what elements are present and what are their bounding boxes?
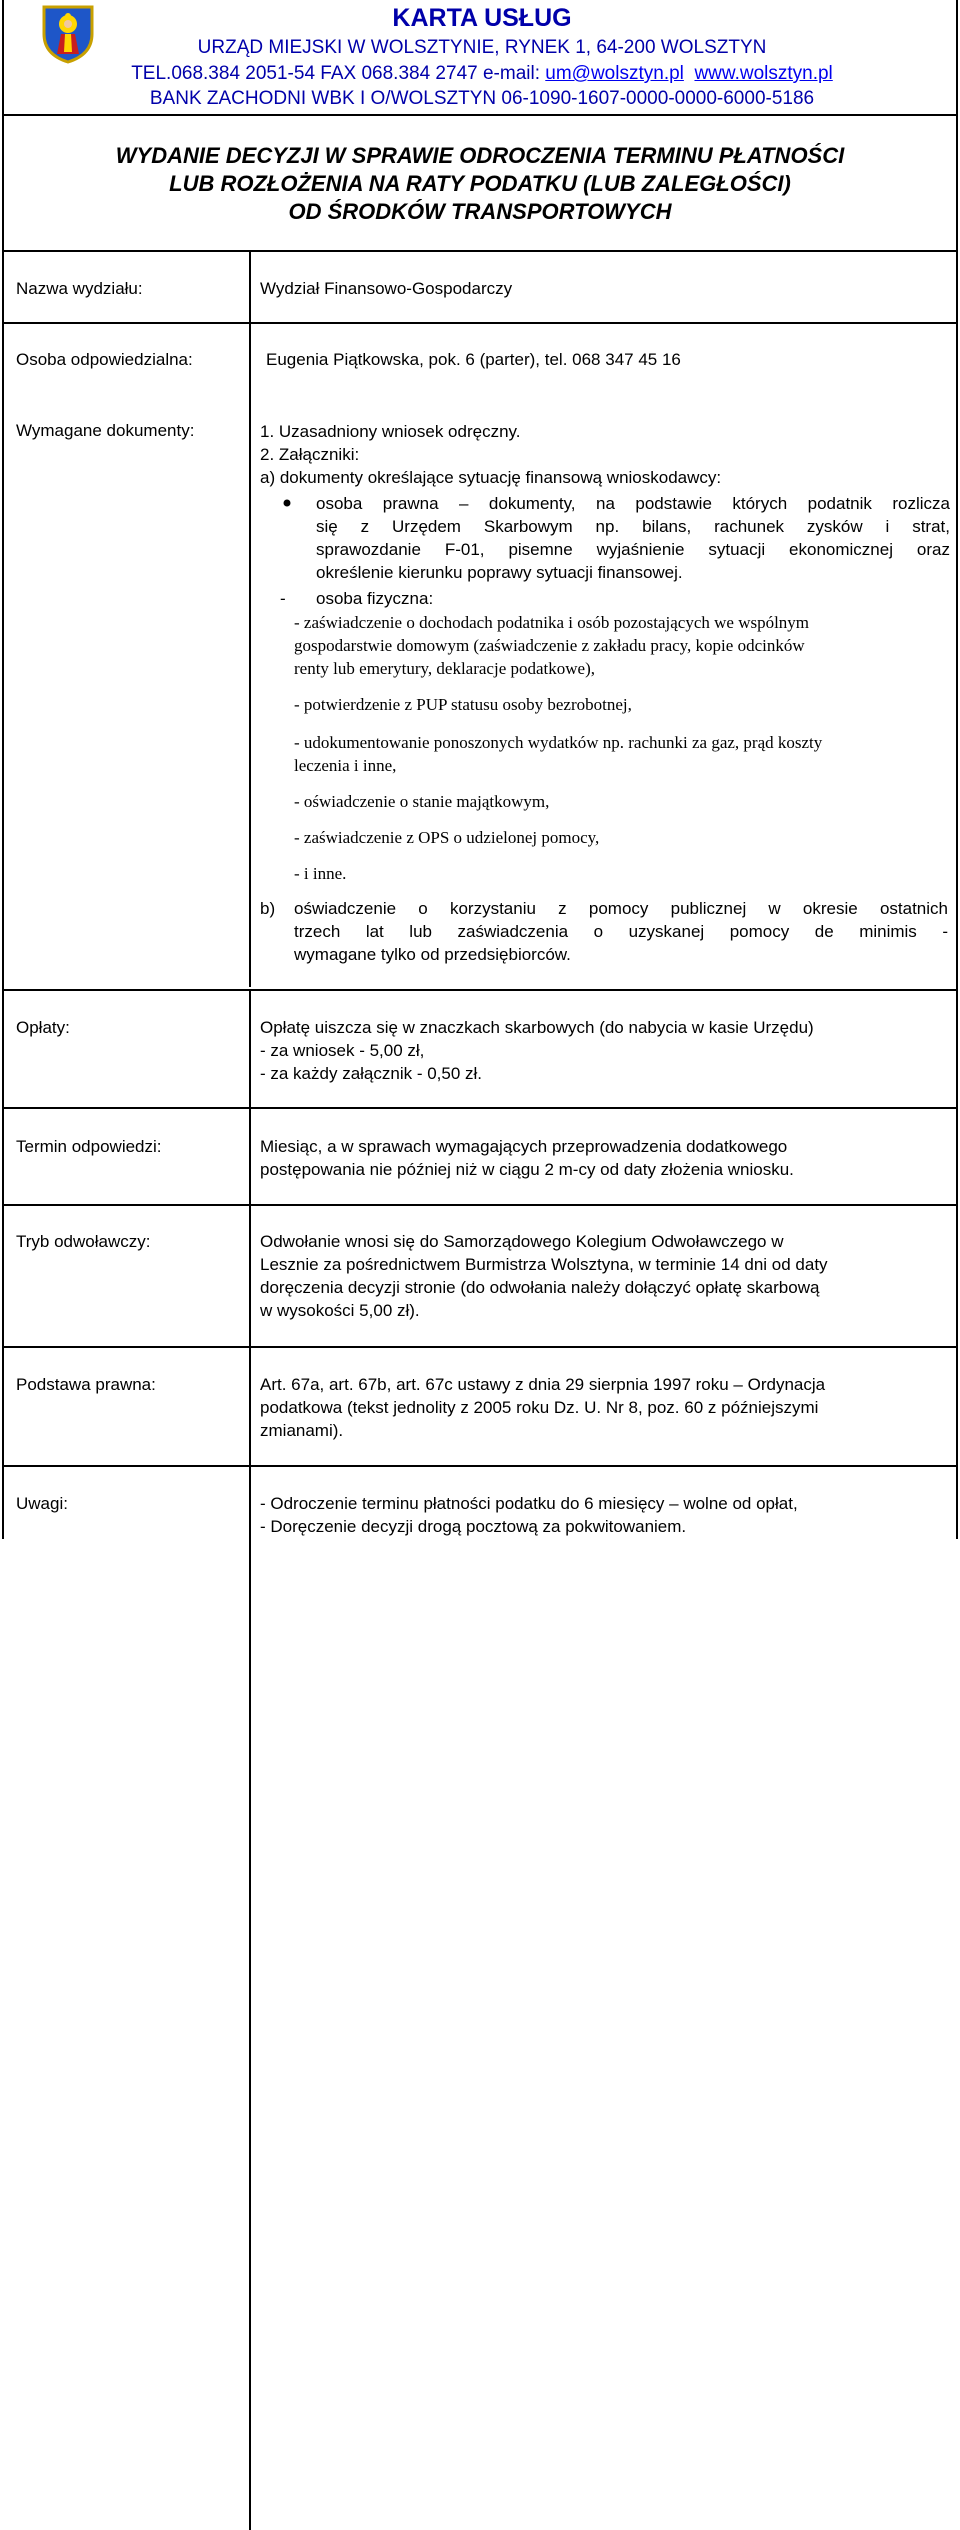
legal-person-line: określenie kierunku poprawy sytuacji finansowej. — [316, 563, 683, 582]
responsible-label: Osoba odpowiedzialna: — [16, 350, 193, 369]
document-item-2: 2. Załączniki: — [260, 445, 360, 464]
deadline-line: Miesiąc, a w sprawach wymagających przeprowadzenia dodatkowego — [260, 1137, 788, 1156]
divider — [4, 1346, 956, 1348]
appeal-line: w wysokości 5,00 zł). — [260, 1301, 420, 1320]
document-item-a: a) dokumenty określające sytuację finansową wnioskodawcy: — [260, 468, 722, 487]
legal-basis-label: Podstawa prawna: — [16, 1375, 156, 1394]
divider — [4, 250, 956, 252]
item-b-prefix: b) — [260, 899, 276, 918]
appeal-label: Tryb odwoławczy: — [16, 1232, 151, 1251]
fees-line: - za wniosek - 5,00 zł, — [260, 1041, 425, 1060]
divider — [4, 1465, 956, 1467]
natural-item-pup: - potwierdzenie z PUP statusu osoby bezrobotnej, — [294, 695, 632, 714]
service-card — [2, 0, 958, 1539]
website-link[interactable]: www.wolsztyn.pl — [694, 63, 833, 84]
natural-person-dash: - — [280, 589, 286, 608]
deadline-value — [260, 1135, 950, 1181]
natural-item-assets: - oświadczenie o stanie majątkowym, — [294, 792, 550, 811]
appeal-line: Odwołanie wnosi się do Samorządowego Kolegium Odwoławczego w — [260, 1232, 784, 1251]
deadline-line: postępowania nie później niż w ciągu 2 m-cy od daty złożenia wniosku. — [260, 1160, 794, 1179]
legal-basis-line: Art. 67a, art. 67b, art. 67c ustawy z dnia 29 sierpnia 1997 roku – Ordynacja — [260, 1375, 826, 1394]
remarks-value — [260, 1492, 950, 1538]
documents-label: Wymagane dokumenty: — [16, 421, 195, 440]
department-label: Nazwa wydziału: — [16, 279, 143, 298]
divider — [4, 1107, 956, 1109]
header-contact-text: TEL.068.384 2051-54 FAX 068.384 2747 e-mail: — [131, 63, 540, 84]
document-item-1: 1. Uzasadniony wniosek odręczny. — [260, 422, 521, 441]
document-title-line: OD ŚRODKÓW TRANSPORTOWYCH — [288, 199, 672, 224]
header-title: KARTA USŁUG — [392, 4, 572, 32]
natural-item-line: gospodarstwie domowym (zaświadczenie z zakładu pracy, kopie odcinków — [294, 636, 805, 655]
header-bank: BANK ZACHODNI WBK I O/WOLSZTYN 06-1090-1607-0000-0000-6000-5186 — [149, 88, 815, 109]
document-title-line: WYDANIE DECYZJI W SPRAWIE ODROCZENIA TERMINU PŁATNOŚCI — [115, 143, 845, 168]
item-b-line: oświadczenie o korzystaniu z pomocy publicznej w okresie ostatnich — [294, 899, 948, 918]
remarks-line: - Doręczenie decyzji drogą pocztową za pokwitowaniem. — [260, 1517, 687, 1536]
natural-item-line: - udokumentowanie ponoszonych wydatków np. rachunki za gaz, prąd koszty — [294, 733, 823, 752]
document-title — [4, 142, 956, 226]
legal-person-line: osoba prawna – dokumenty, na podstawie których podatnik rozlicza — [316, 494, 950, 513]
fees-value — [260, 1016, 950, 1085]
deadline-label: Termin odpowiedzi: — [16, 1137, 162, 1156]
divider — [4, 322, 956, 324]
legal-basis-line: zmianami). — [260, 1421, 344, 1440]
natural-item-ops: - zaświadczenie z OPS o udzielonej pomocy, — [294, 828, 600, 847]
legal-person-block — [316, 492, 950, 584]
natural-item-line: leczenia i inne, — [294, 756, 397, 775]
fees-line: Opłatę uiszcza się w znaczkach skarbowych (do nabycia w kasie Urzędu) — [260, 1018, 814, 1037]
natural-item-line: renty lub emerytury, deklaracje podatkowe), — [294, 659, 595, 678]
documents-list — [260, 420, 950, 489]
natural-expenses-block — [294, 731, 960, 777]
natural-person-heading: osoba fizyczna: — [316, 589, 434, 608]
remarks-line: - Odroczenie terminu płatności podatku do 6 miesięcy – wolne od opłat, — [260, 1494, 798, 1513]
remarks-label: Uwagi: — [16, 1494, 68, 1513]
department-value: Wydział Finansowo-Gospodarczy — [260, 279, 513, 298]
divider — [4, 989, 956, 991]
column-divider — [249, 991, 251, 2530]
bullet-icon — [283, 499, 291, 507]
natural-income-block — [294, 611, 944, 680]
natural-item-line: - zaświadczenie o dochodach podatnika i osób pozostających we wspólnym — [294, 613, 810, 632]
divider — [4, 1204, 956, 1206]
header-address: URZĄD MIEJSKI W WOLSZTYNIE, RYNEK 1, 64-200 WOLSZTYN — [197, 37, 767, 58]
responsible-value: Eugenia Piątkowska, pok. 6 (parter), tel. 068 347 45 16 — [266, 350, 681, 369]
email-link[interactable]: um@wolsztyn.pl — [545, 63, 684, 84]
divider — [4, 114, 956, 116]
natural-item-other: - i inne. — [294, 864, 347, 883]
legal-basis-line: podatkowa (tekst jednolity z 2005 roku Dz. U. Nr 8, poz. 60 z późniejszymi — [260, 1398, 819, 1417]
header-contact — [2, 63, 960, 85]
item-b-line: wymagane tylko od przedsiębiorców. — [294, 945, 571, 964]
appeal-line: Lesznie za pośrednictwem Burmistrza Wolsztyna, w terminie 14 dni od daty — [260, 1255, 828, 1274]
legal-person-line: się z Urzędem Skarbowym np. bilans, rachunek zysków i strat, — [316, 517, 950, 536]
appeal-value — [260, 1230, 950, 1322]
legal-basis-value — [260, 1373, 950, 1442]
column-divider — [249, 250, 251, 987]
document-title-line: LUB ROZŁOŻENIA NA RATY PODATKU (LUB ZALEGŁOŚCI) — [169, 171, 791, 196]
item-b-block — [294, 897, 948, 966]
fees-line: - za każdy załącznik - 0,50 zł. — [260, 1064, 483, 1083]
fees-label: Opłaty: — [16, 1018, 70, 1037]
legal-person-line: sprawozdanie F-01, pisemne wyjaśnienie sytuacji ekonomicznej oraz — [316, 540, 950, 559]
appeal-line: doręczenia decyzji stronie (do odwołania należy dołączyć opłatę skarbową — [260, 1278, 820, 1297]
item-b-line: trzech lat lub zaświadczenia o uzyskanej pomocy de minimis - — [294, 922, 948, 941]
